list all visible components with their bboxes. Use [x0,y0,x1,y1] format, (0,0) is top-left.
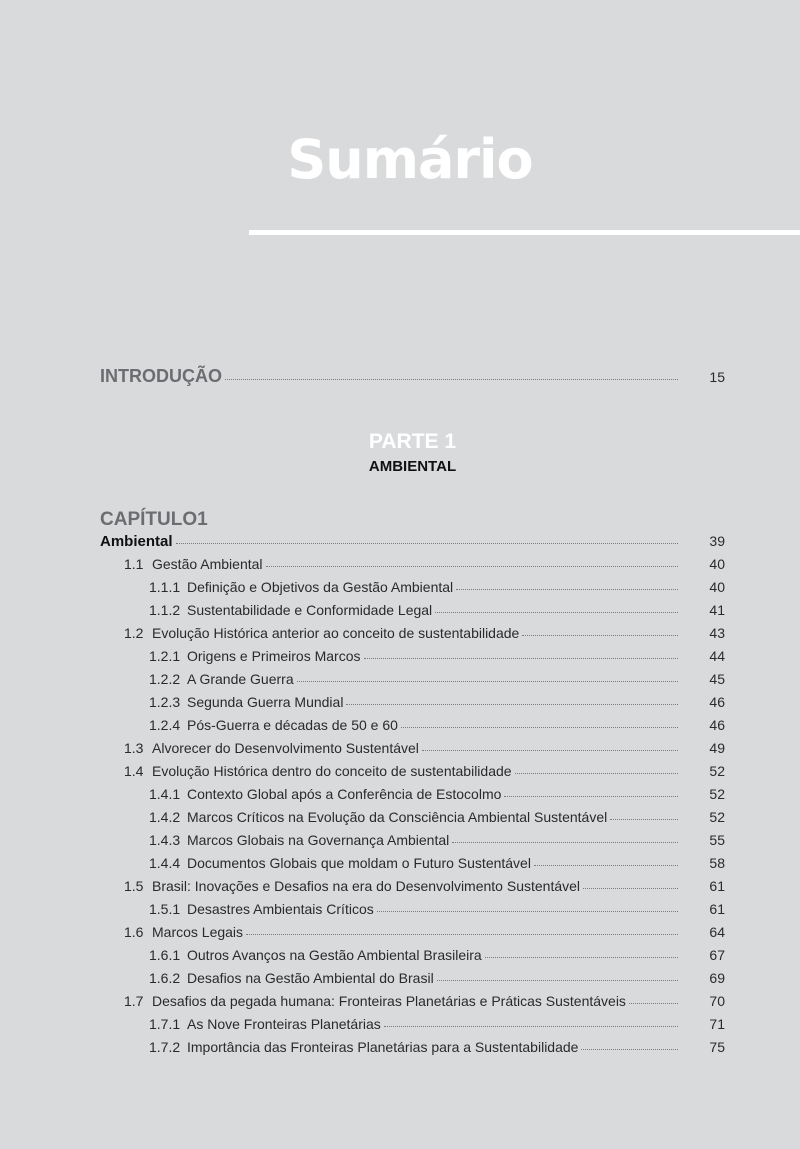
toc-entry[interactable] [100,763,725,786]
page-number: 52 [709,763,725,779]
page-number: 61 [709,878,725,894]
page-number: 15 [709,369,725,385]
toc-entry[interactable] [100,924,725,947]
toc-entry[interactable] [100,740,725,763]
entry-number: 1.4.4 [149,855,181,871]
page-number: 39 [709,533,725,549]
toc-chapter-row[interactable] [100,533,725,556]
entry-title: Gestão Ambiental [152,556,263,572]
entry-number: 1.2 [124,625,144,641]
entry-number: 1.1.1 [149,579,181,595]
chapter-name: Ambiental [100,533,173,550]
entry-number: 1.6 [124,924,144,940]
toc-entry[interactable] [100,901,725,924]
dot-leader [504,796,678,797]
dot-leader [534,865,678,866]
dot-leader [452,842,678,843]
dot-leader [384,1026,678,1027]
entry-number: 1.2.3 [149,694,181,710]
toc-entry[interactable] [100,970,725,993]
toc-entry[interactable] [100,1016,725,1039]
entry-title: As Nove Fronteiras Planetárias [187,1016,381,1032]
page-title: Sumário [287,128,533,191]
page-number: 52 [709,809,725,825]
entry-number: 1.4.3 [149,832,181,848]
entry-number: 1.4.1 [149,786,181,802]
page-number: 61 [709,901,725,917]
page-number: 44 [709,648,725,664]
entry-number: 1.6.2 [149,970,181,986]
entry-number: 1.3 [124,740,144,756]
dot-leader [437,980,678,981]
toc-entry[interactable] [100,832,725,855]
page-number: 43 [709,625,725,641]
entry-number: 1.7.1 [149,1016,181,1032]
toc-entry[interactable] [100,993,725,1016]
chapter-label: CAPÍTULO1 [100,509,208,530]
entry-number: 1.2.1 [149,648,181,664]
dot-leader [456,589,678,590]
entry-title: Contexto Global após a Conferência de Estocolmo [187,786,502,802]
dot-leader [435,612,678,613]
toc-entry[interactable] [100,878,725,901]
entry-title: A Grande Guerra [187,671,294,687]
entry-number: 1.5.1 [149,901,181,917]
page-number: 49 [709,740,725,756]
toc-entry[interactable] [100,579,725,602]
toc-entry[interactable] [100,694,725,717]
entry-title: Importância das Fronteiras Planetárias para a Sustentabilidade [187,1039,579,1055]
entry-title: Marcos Legais [152,924,244,940]
dot-leader [581,1049,678,1050]
page-number: 40 [709,579,725,595]
entry-number: 1.4.2 [149,809,181,825]
entry-number: 1.7 [124,993,144,1009]
page-number: 45 [709,671,725,687]
entry-number: 1.1.2 [149,602,181,618]
entry-title: Origens e Primeiros Marcos [187,648,361,664]
entry-title: Documentos Globais que moldam o Futuro Sustentável [187,855,531,871]
toc-intro-row[interactable] [100,366,725,389]
dot-leader [515,773,678,774]
dot-leader [422,750,678,751]
toc-entry[interactable] [100,648,725,671]
entry-title: Desafios na Gestão Ambiental do Brasil [187,970,434,986]
page-number: 40 [709,556,725,572]
entry-title: Brasil: Inovações e Desafios na era do Desenvolvimento Sustentável [152,878,581,894]
entry-title: Evolução Histórica dentro do conceito de sustentabilidade [152,763,512,779]
toc-entry[interactable] [100,809,725,832]
dot-leader [246,934,678,935]
dot-leader [377,911,678,912]
dot-leader [629,1003,678,1004]
dot-leader [401,727,678,728]
entry-title: Marcos Críticos na Evolução da Consciência Ambiental Sustentável [187,809,608,825]
page-number: 70 [709,993,725,1009]
intro-label: INTRODUÇÃO [100,366,222,386]
entry-title: Evolução Histórica anterior ao conceito de sustentabilidade [152,625,520,641]
toc-entry[interactable] [100,855,725,878]
title-rule [249,230,800,235]
dot-leader [266,566,678,567]
page-number: 55 [709,832,725,848]
toc-entry[interactable] [100,947,725,970]
toc-entry[interactable] [100,556,725,579]
dot-leader [583,888,678,889]
page-number: 75 [709,1039,725,1055]
dot-leader [364,658,679,659]
entry-number: 1.5 [124,878,144,894]
dot-leader [176,543,678,544]
dot-leader [522,635,678,636]
page-number: 64 [709,924,725,940]
part-subtitle: AMBIENTAL [368,458,457,475]
entry-title: Definição e Objetivos da Gestão Ambiental [187,579,454,595]
page-number: 46 [709,717,725,733]
page-number: 69 [709,970,725,986]
page-number: 41 [709,602,725,618]
entry-title: Sustentabilidade e Conformidade Legal [187,602,433,618]
toc-entry[interactable] [100,786,725,809]
dot-leader [610,819,678,820]
page-number: 58 [709,855,725,871]
entry-title: Alvorecer do Desenvolvimento Sustentável [152,740,419,756]
toc-entry[interactable] [100,602,725,625]
entry-title: Marcos Globais na Governança Ambiental [187,832,450,848]
dot-leader [297,681,678,682]
page-number: 52 [709,786,725,802]
entry-title: Desastres Ambientais Críticos [187,901,374,917]
toc-entry[interactable] [100,671,725,694]
page-number: 67 [709,947,725,963]
entry-title: Outros Avanços na Gestão Ambiental Brasileira [187,947,482,963]
page-number: 46 [709,694,725,710]
toc-entry[interactable] [100,625,725,648]
entry-number: 1.4 [124,763,144,779]
toc-entry[interactable] [100,1039,725,1062]
dot-leader [225,379,678,380]
toc-entry[interactable] [100,717,725,740]
page-number: 71 [709,1016,725,1032]
entry-title: Segunda Guerra Mundial [187,694,344,710]
entry-number: 1.2.2 [149,671,181,687]
part-title: PARTE 1 [368,430,457,453]
entry-number: 1.2.4 [149,717,181,733]
entry-number: 1.7.2 [149,1039,181,1055]
entry-title: Desafios da pegada humana: Fronteiras Planetárias e Práticas Sustentáveis [152,993,626,1009]
dot-leader [485,957,678,958]
entry-number: 1.6.1 [149,947,181,963]
dot-leader [346,704,678,705]
entry-number: 1.1 [124,556,144,572]
entry-title: Pós-Guerra e décadas de 50 e 60 [187,717,398,733]
